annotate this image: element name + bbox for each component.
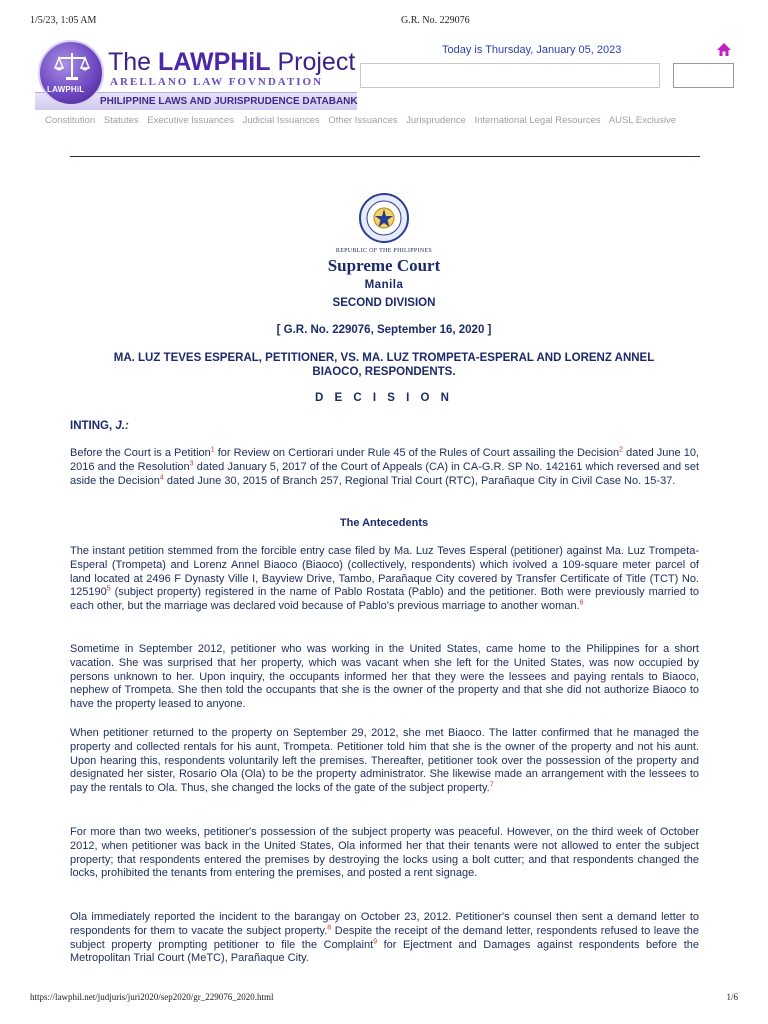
- footnote-link[interactable]: 7: [489, 781, 494, 789]
- logo-title: The LAWPHiL Project: [108, 48, 356, 76]
- print-url: https://lawphil.net/judjuris/juri2020/sep2020/gr_229076_2020.html: [30, 992, 274, 1002]
- supreme-court-seal-icon: [359, 193, 409, 243]
- republic-label: REPUBLIC OF THE PHILIPPINES: [335, 248, 433, 254]
- decision-title: D E C I S I O N: [315, 392, 453, 404]
- scales-of-justice-icon: [38, 40, 104, 106]
- logo-tagline: PHILIPPINE LAWS AND JURISPRUDENCE DATABANK: [100, 96, 358, 107]
- site-logo[interactable]: [35, 38, 360, 113]
- paragraph-4: When petitioner returned to the property on September 29, 2012, she met Biaoco. The latter confirmed that he managed the property and collected rentals for his aunt, Trompeta. Petitioner told him that she is the owner of the property and not his aunt. Upon hearing this, respondents voluntarily left the premises. Thereafter, petitioner took over the possession of the property and designated her sister, Rosario Ola (Ola) to be the property administrator. She likewise made an arrangement with the lessees to pay the rentals to Ola. Thus, she changed the locks of the gate of the subject property.$^7$: [70, 727, 699, 795]
- print-title: G.R. No. 229076: [401, 15, 470, 26]
- divider: [70, 156, 700, 157]
- logo-badge: LAWPHiL: [47, 85, 85, 94]
- footnote-link[interactable]: 9: [373, 937, 378, 945]
- ponente: INTING, J.:: [70, 420, 129, 432]
- print-footer: [30, 992, 738, 1006]
- nav-other-issuances[interactable]: Other Issuances: [328, 115, 398, 126]
- paragraph-2: The instant petition stemmed from the forcible entry case filed by Ma. Luz Teves Esperal (petitioner) against Ma. Luz Trompeta-Esperal (Trompeta) and Lorenz Annel Biaoco (Biaoco) (collectively, respondents) which ivolved a 109-square meter parcel of land located at 2496 F Dynasty Ville I, Bayview Drive, Tambo, Parañaque City covered by Transfer Certificate of Title (TCT) No. 125190$^5$ (subject property) registered in the name of Pablo Rostata (Pablo) and the petitioner. Both were previously married to each other, but the marriage was declared void because of Pablo's previous marriage to another woman.$^6$: [70, 545, 699, 613]
- nav-statutes[interactable]: Statutes: [103, 115, 139, 126]
- division: SECOND DIVISION: [332, 297, 436, 309]
- home-icon[interactable]: [716, 42, 732, 58]
- footnote-link[interactable]: 1: [210, 446, 215, 454]
- footnote-link[interactable]: 5: [106, 585, 111, 593]
- section-heading: The Antecedents: [339, 517, 429, 529]
- search-input[interactable]: [360, 63, 660, 88]
- nav-ausl-exclusive[interactable]: AUSL Exclusive: [608, 115, 677, 126]
- footnote-link[interactable]: 6: [579, 599, 584, 607]
- court-city: Manila: [364, 279, 404, 291]
- paragraph-6: Ola immediately reported the incident to the barangay on October 23, 2012. Petitioner's counsel then sent a demand letter to respondents for them to vacate the subject property.$^8$ Despite the receipt of the demand letter, respondents refused to leave the subject property prompting petitioner to file the Complaint$^9$ for Ejectment and Damages against respondents before the Metropolitan Trial Court (MeTC), Parañaque City.: [70, 911, 699, 965]
- footnote-link[interactable]: 3: [189, 460, 194, 468]
- nav-jurisprudence[interactable]: Jurisprudence: [406, 115, 466, 126]
- court-name: Supreme Court: [327, 256, 441, 275]
- logo-subtitle: ARELLANO LAW FOVNDATION: [110, 76, 324, 88]
- case-caption: MA. LUZ TEVES ESPERAL, PETITIONER, VS. MA. LUZ TROMPETA-ESPERAL AND LORENZ ANNEL BIAOCO, RESPONDENTS.: [113, 352, 655, 378]
- nav-international-legal-resources[interactable]: International Legal Resources: [474, 115, 601, 126]
- footnote-link[interactable]: 2: [619, 446, 624, 454]
- search-button[interactable]: [673, 63, 734, 88]
- nav-constitution[interactable]: Constitution: [45, 115, 96, 126]
- paragraph-1: Before the Court is a Petition$^1$ for Review on Certiorari under Rule 45 of the Rules of Court assailing the Decision$^2$ dated June 10, 2016 and the Resolution$^3$ dated January 5, 2017 of the Court of Appeals (CA) in CA-G.R. SP No. 142161 which reversed and set aside the Decision$^4$ dated June 30, 2015 of Branch 257, Regional Trial Court (RTC), Parañaque City in Civil Case No. 15-37.: [70, 446, 700, 487]
- print-header: [30, 15, 738, 29]
- paragraph-5: For more than two weeks, petitioner's possession of the subject property was peaceful. However, on the third week of October 2012, when petitioner was back in the United States, Ola informed her that their tenants were not allowed to enter the subject property; that respondents entered the premises by destroying the locks using a bolt cutter; and that respondents changed the locks, prohibited the tenants from entering the premises, and posted a rent signage.: [70, 826, 699, 880]
- page-number: 1/6: [726, 992, 738, 1002]
- current-date: Today is Thursday, January 05, 2023: [442, 44, 622, 56]
- nav-executive-issuances[interactable]: Executive Issuances: [147, 115, 234, 126]
- footnote-link[interactable]: 8: [327, 924, 332, 932]
- paragraph-3: Sometime in September 2012, petitioner who was working in the United States, came home to the Philippines for a short vacation. She was surprised that her property, which was vacant when she left for the United States, was now occupied by persons unknown to her. Upon inquiry, the occupants informed her that they were the lessees and paying rentals to Biaoco, nephew of Trompeta. She then told the occupants that she is the owner of the property and that she did not authorize Biaoco to have the property leased to anyone.: [70, 643, 699, 711]
- footnote-link[interactable]: 4: [159, 473, 164, 481]
- nav-judicial-issuances[interactable]: Judicial Issuances: [242, 115, 320, 126]
- main-nav: [45, 115, 682, 126]
- print-datetime: 1/5/23, 1:05 AM: [30, 15, 97, 26]
- case-number: [ G.R. No. 229076, September 16, 2020 ]: [276, 324, 492, 336]
